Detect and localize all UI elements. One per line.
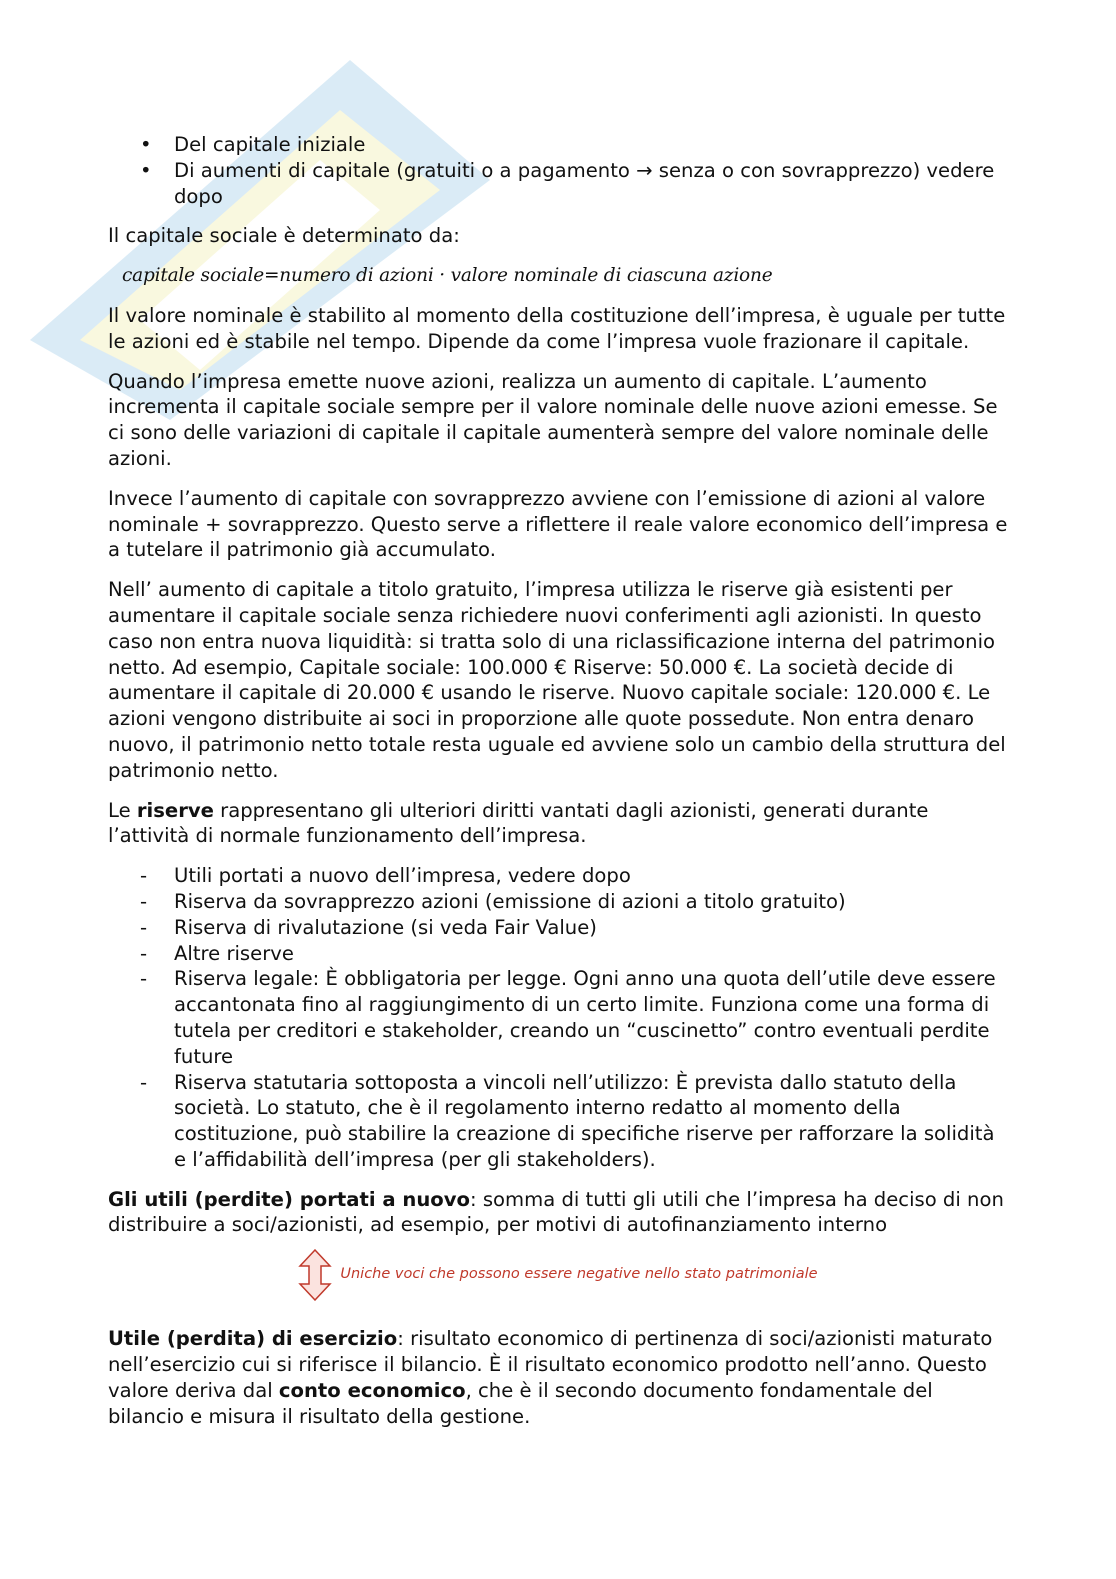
list-item: • Del capitale iniziale: [108, 132, 1008, 158]
list-item: - Riserva da sovrapprezzo azioni (emissione di azioni a titolo gratuito): [108, 889, 1008, 915]
paragraph-premium: Invece l’aumento di capitale con sovrapprezzo avviene con l’emissione di azioni al valore nominale + sovrapprezzo. Questo serve a riflettere il reale valore economico dell’impresa e a tutelare il patrimonio già accumulato.: [108, 486, 1008, 562]
term-utili-portati: Gli utili (perdite) portati a nuovo: [108, 1187, 471, 1211]
list-item: • Di aumenti di capitale (gratuiti o a pagamento → senza o con sovrapprezzo) vedere dopo: [108, 158, 1008, 210]
paragraph-reserves: Le riserve rappresentano gli ulteriori diritti vantati dagli azionisti, generati durante l’attività di normale funzionamento dell’impresa.: [108, 798, 929, 848]
list-item: - Utili portati a nuovo dell’impresa, vedere dopo: [108, 863, 1008, 889]
paragraph-capital-determined: Il capitale sociale è determinato da:: [108, 224, 460, 248]
list-item: - Riserva statutaria sottoposta a vincoli nell’utilizzo: È prevista dallo statuto della società. Lo statuto, che è il regolamento interno redatto al momento della costituzione, può stabilire la creazione di specifiche riserve per rafforzare la solidità e l’affidabilità dell’impresa (per gli stakeholders).: [108, 1070, 1008, 1173]
formula-capital-sociale: capitale sociale=numero di azioni · valore nominale di ciascuna azione: [122, 265, 773, 287]
negative-items-note: [108, 1244, 1008, 1306]
paragraph-free-increase: Nell’ aumento di capitale a titolo gratuito, l’impresa utilizza le riserve già esistenti per aumentare il capitale sociale senza richiedere nuovi conferimenti agli azionisti. In questo caso non entra nuova liquidità: si tratta solo di una riclassificazione interna del patrimonio netto. Ad esempio, Capitale sociale: 100.000 € Riserve: 50.000 €. La società decide di aumentare il capitale di 20.000 € usando le riserve. Nuovo capitale sociale: 120.000 €. Le azioni vengono distribuite ai soci in proporzione alle quote possedute. Non entra denaro nuovo, il patrimonio netto totale resta uguale ed avviene solo un cambio della struttura del patrimonio netto.: [108, 578, 1006, 782]
term-conto-economico: conto economico: [278, 1378, 466, 1402]
paragraph-nominal-value: Il valore nominale è stabilito al momento della costituzione dell’impresa, è uguale per tutte le azioni ed è stabile nel tempo. Dipende da come l’impresa vuole frazionare il capitale.: [108, 303, 1006, 353]
paragraph-new-shares: Quando l’impresa emette nuove azioni, realizza un aumento di capitale. L’aumento incrementa il capitale sociale sempre per il valore nominale delle nuove azioni emesse. Se ci sono delle variazioni di capitale il capitale aumenterà sempre del valore nominale delle azioni.: [108, 369, 998, 470]
list-item: - Riserva legale: È obbligatoria per legge. Ogni anno una quota dell’utile deve essere accantonata fino al raggiungimento di un certo limite. Funziona come una forma di tutela per creditori e stakeholder, creando un “cuscinetto” contro eventuali perdite future: [108, 966, 1008, 1069]
term-riserve: riserve: [136, 798, 214, 822]
list-item: - Altre riserve: [108, 941, 1008, 967]
capital-sources-list: [108, 132, 1008, 209]
reserves-list: [108, 863, 1008, 1173]
term-utile-esercizio: Utile (perdita) di esercizio: [108, 1327, 398, 1351]
double-arrow-vertical-icon: [298, 1249, 332, 1301]
document-page: [108, 132, 1008, 1443]
note-text: Uniche voci che possono essere negative nello stato patrimoniale: [340, 1266, 818, 1283]
paragraph-retained-earnings: Gli utili (perdite) portati a nuovo: somma di tutti gli utili che l’impresa ha deciso di non distribuire a soci/azionisti, ad esempio, per motivi di autofinanziamento interno: [108, 1187, 1004, 1237]
list-item: - Riserva di rivalutazione (si veda Fair Value): [108, 915, 1008, 941]
paragraph-profit: Utile (perdita) di esercizio: risultato economico di pertinenza di soci/azionisti maturato nell’esercizio cui si riferisce il bilancio. È il risultato economico prodotto nell’anno. Questo valore deriva dal conto economico, che è il secondo documento fondamentale del bilancio e misura il risultato della gestione.: [108, 1327, 993, 1428]
